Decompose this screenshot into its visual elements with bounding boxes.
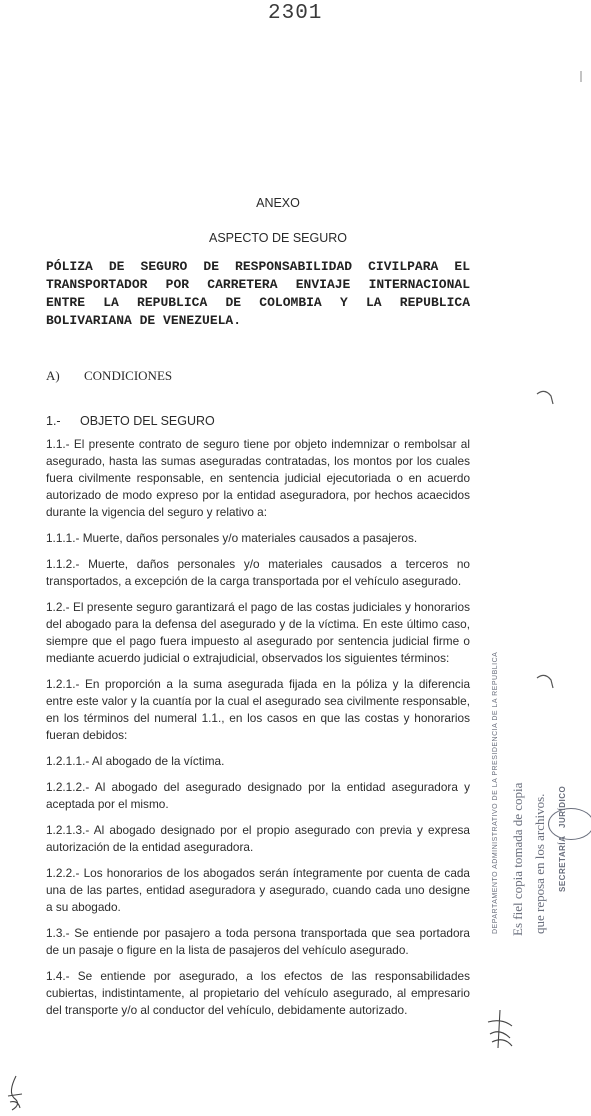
initials-signature [482,1008,516,1050]
clause-1-2: 1.2.- El presente seguro garantizará el pago de las costas judiciales y honorarios del abogado para la defensa del asegurado y de la víctima. En este último caso, siempre que el pago fuera impuesto al asegurado por sentencia judicial firme o mediante acuerdo judicial o extrajudicial, observados los siguientes términos: [46,600,470,665]
stamp-archive-text: que reposa en los archivos. [532,793,547,934]
object-number: 1.- [46,414,61,428]
page-number: 2301 [268,2,323,25]
clause-1-3: 1.3.- Se entiende por pasajero a toda persona transportada que sea portadora de un pasaje o figure en la lista de pasajeros del vehículo asegurado. [46,926,470,957]
margin-pen-mark [535,672,557,692]
section-label: A) [46,368,60,383]
section-heading [46,368,470,384]
stamp-juridico-text: JURÍDICO [558,785,567,828]
clause-1-1: 1.1.- El presente contrato de seguro tiene por objeto indemnizar o rembolsar al asegurado, hasta las sumas aseguradas contratadas, los montos por los cuales fuera civilmente responsable, en sentencia judicial ejecutoriada o en acuerdo autorizado de modo expreso por la entidad aseguradora, por hechos acaecidos durante la vigencia del seguro y relativo a: [46,437,470,519]
margin-tick [578,70,584,84]
clause-1-2-1-2: 1.2.1.2.- Al abogado del asegurado designado por la entidad aseguradora y aceptada por el mismo. [46,780,470,811]
margin-signature [4,1074,26,1114]
clause-1-4: 1.4.- Se entiende por asegurado, a los efectos de las responsabilidades cubiertas, indistintamente, al propietario del vehículo asegurado, al empresario del transporte y/o al conductor del vehículo, debidamente autorizado. [46,969,470,1017]
policy-title: PÓLIZA DE SEGURO DE RESPONSABILIDAD CIVILPARA EL TRANSPORTADOR POR CARRETERA ENVIAJE INTERNACIONAL ENTRE LA REPUBLICA DE COLOMBIA Y LA REPUBLICA BOLIVARIANA DE VENEZUELA. [46,259,470,328]
clause-1-1-1: 1.1.1.- Muerte, daños personales y/o materiales causados a pasajeros. [46,531,418,545]
object-heading [46,414,470,428]
stamp-seal-circle [548,808,591,840]
stamp-department-text: DEPARTAMENTO ADMINISTRATIVO DE LA PRESIDENCIA DE LA REPUBLICA [492,651,499,934]
clause-1-2-1-3: 1.2.1.3.- Al abogado designado por el propio asegurado con previa y expresa autorización de la entidad aseguradora. [46,823,470,854]
clause-1-1-2: 1.1.2.- Muerte, daños personales y/o materiales causados a terceros no transportados, a excepción de la carga transportada por el vehículo asegurado. [46,557,470,588]
annex-title: ANEXO [256,196,300,210]
document-body [46,196,470,1028]
certification-stamp [488,651,588,938]
clause-1-2-1: 1.2.1.- En proporción a la suma asegurada fijada en la póliza y la diferencia entre este valor y la cuantía por la cual el asegurado sea civilmente responsable, en los términos del numeral 1.1., en los casos en que las costas y honorarios fueran debidos: [46,677,470,742]
stamp-copy-text: Es fiel copia tomada de copia [510,782,525,936]
object-title: OBJETO DEL SEGURO [80,414,215,428]
clause-1-2-2: 1.2.2.- Los honorarios de los abogados serán íntegramente por cuenta de cada una de las partes, entidad aseguradora y asegurado, cuando cada uno designe a su abogado. [46,866,470,914]
section-title: CONDICIONES [84,368,173,383]
stamp-secretaria-text: SECRETARÍA [558,835,567,892]
document-subtitle: ASPECTO DE SEGURO [209,231,347,245]
margin-pen-mark [535,388,557,408]
clause-1-2-1-1: 1.2.1.1.- Al abogado de la víctima. [46,754,225,768]
